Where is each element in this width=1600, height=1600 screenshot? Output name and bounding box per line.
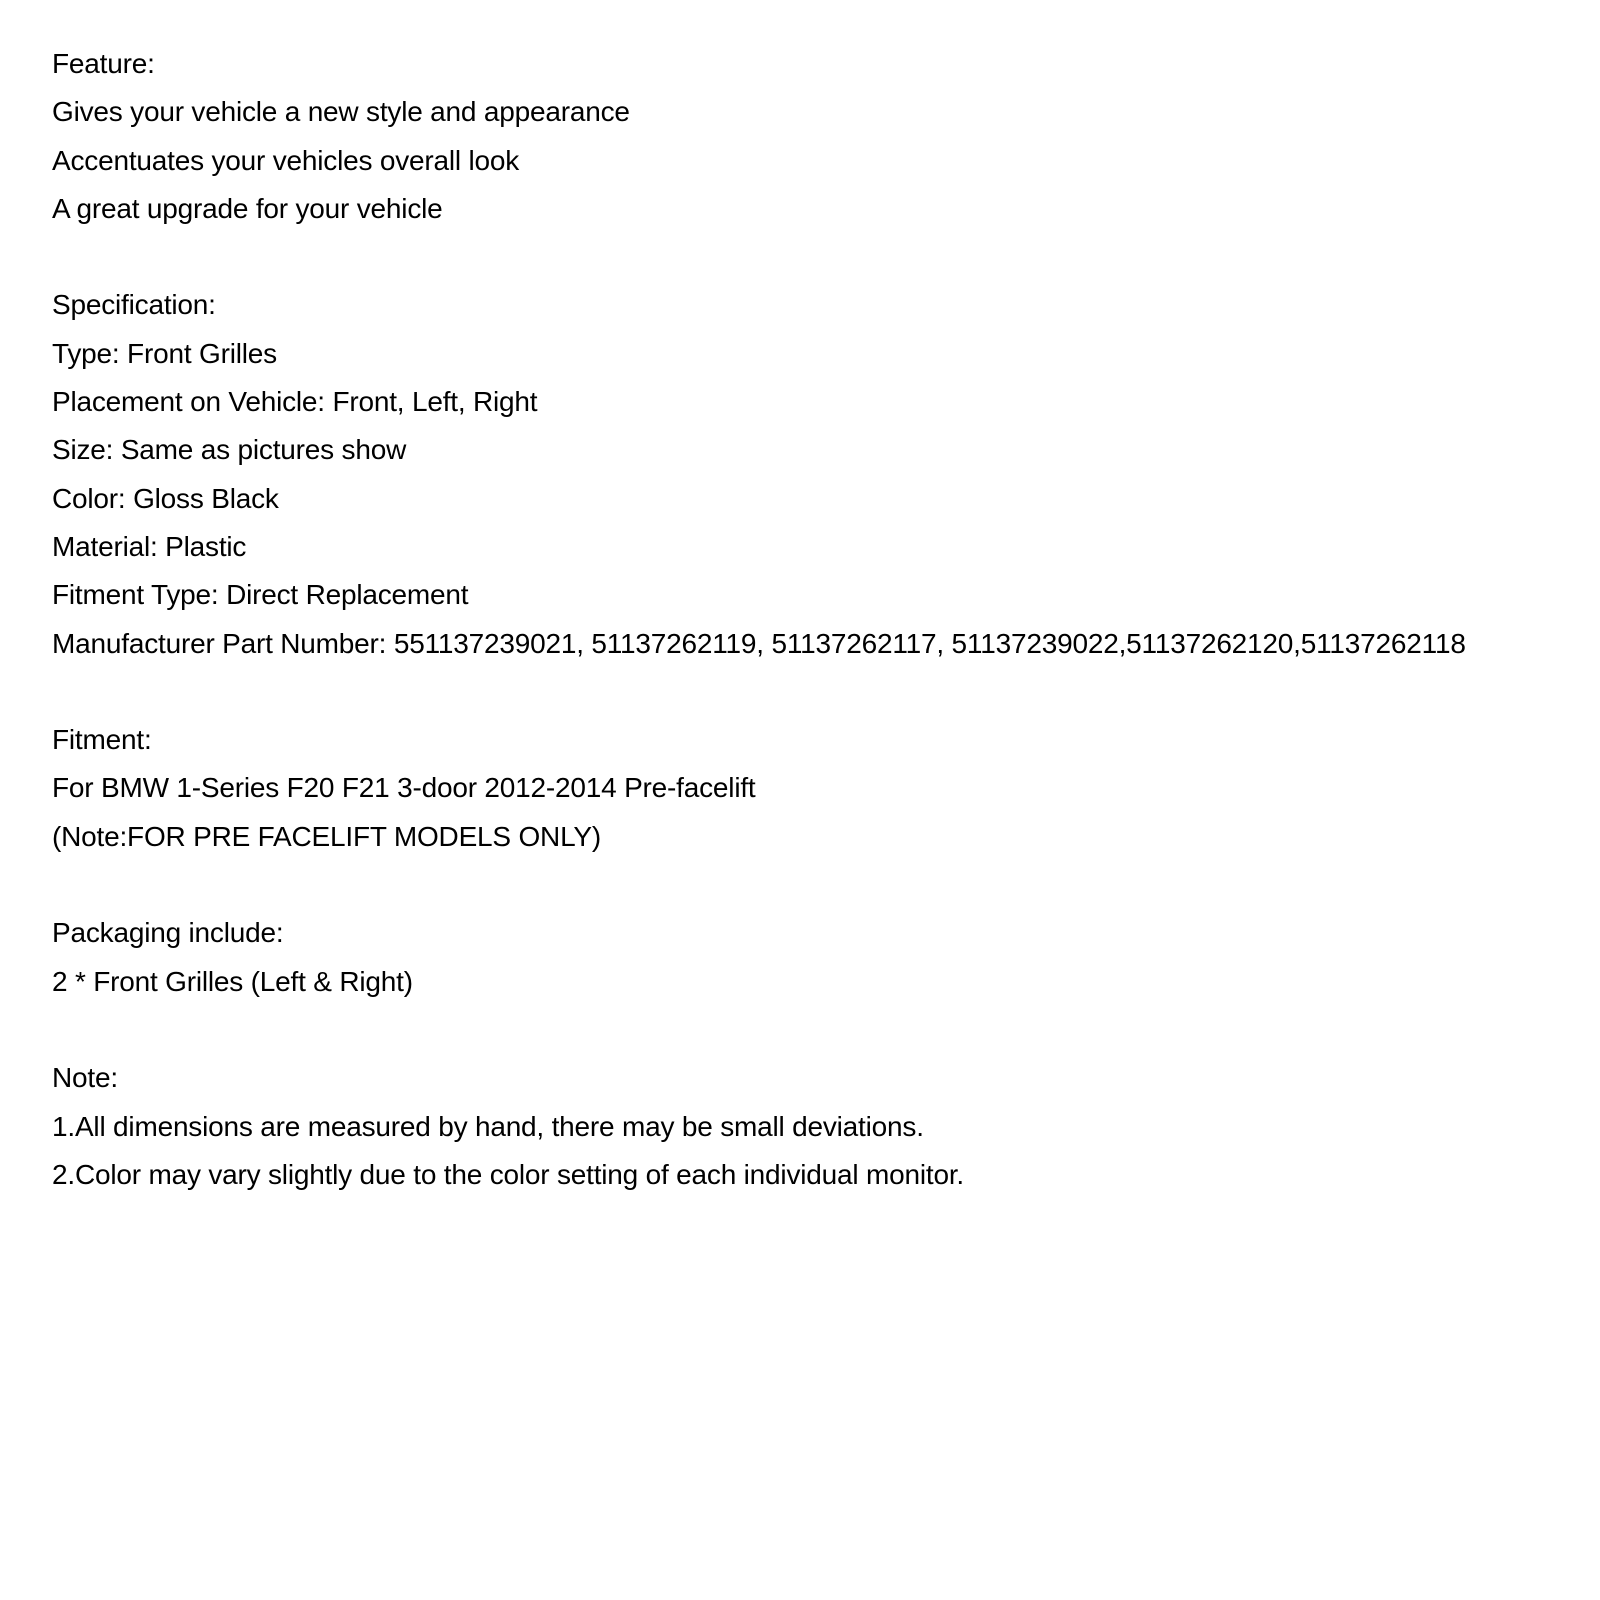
feature-heading: Feature: bbox=[52, 48, 155, 79]
feature-line: A great upgrade for your vehicle bbox=[52, 192, 443, 224]
spec-type: Type: Front Grilles bbox=[52, 337, 277, 369]
fitment-heading: Fitment: bbox=[52, 724, 152, 756]
spec-material: Material: Plastic bbox=[52, 530, 247, 562]
note-item: 1.All dimensions are measured by hand, there may be small deviations. bbox=[52, 1110, 924, 1142]
note-item: 2.Color may vary slightly due to the color setting of each individual monitor. bbox=[52, 1158, 964, 1190]
specification-section bbox=[52, 281, 1592, 667]
spec-placement: Placement on Vehicle: Front, Left, Right bbox=[52, 386, 538, 418]
spec-part-number: Manufacturer Part Number: 551137239021, 51137262119, 51137262117, 51137239022,51137262120,51137262118 bbox=[52, 627, 1466, 659]
fitment-section bbox=[52, 716, 1592, 861]
fitment-vehicle: For BMW 1-Series F20 F21 3-door 2012-2014 Pre-facelift bbox=[52, 772, 756, 804]
product-description bbox=[52, 40, 1592, 1247]
feature-line: Gives your vehicle a new style and appearance bbox=[52, 96, 630, 128]
feature-section bbox=[52, 40, 1592, 233]
note-heading: Note: bbox=[52, 1062, 118, 1094]
spec-fitment-type: Fitment Type: Direct Replacement bbox=[52, 579, 469, 611]
specification-heading: Specification: bbox=[52, 289, 216, 321]
fitment-note: (Note:FOR PRE FACELIFT MODELS ONLY) bbox=[52, 820, 601, 852]
packaging-heading: Packaging include: bbox=[52, 917, 284, 949]
note-section bbox=[52, 1054, 1592, 1199]
packaging-section bbox=[52, 909, 1592, 1006]
feature-line: Accentuates your vehicles overall look bbox=[52, 144, 520, 176]
packaging-item: 2 * Front Grilles (Left & Right) bbox=[52, 965, 413, 997]
spec-color: Color: Gloss Black bbox=[52, 482, 279, 514]
spec-size: Size: Same as pictures show bbox=[52, 434, 407, 466]
